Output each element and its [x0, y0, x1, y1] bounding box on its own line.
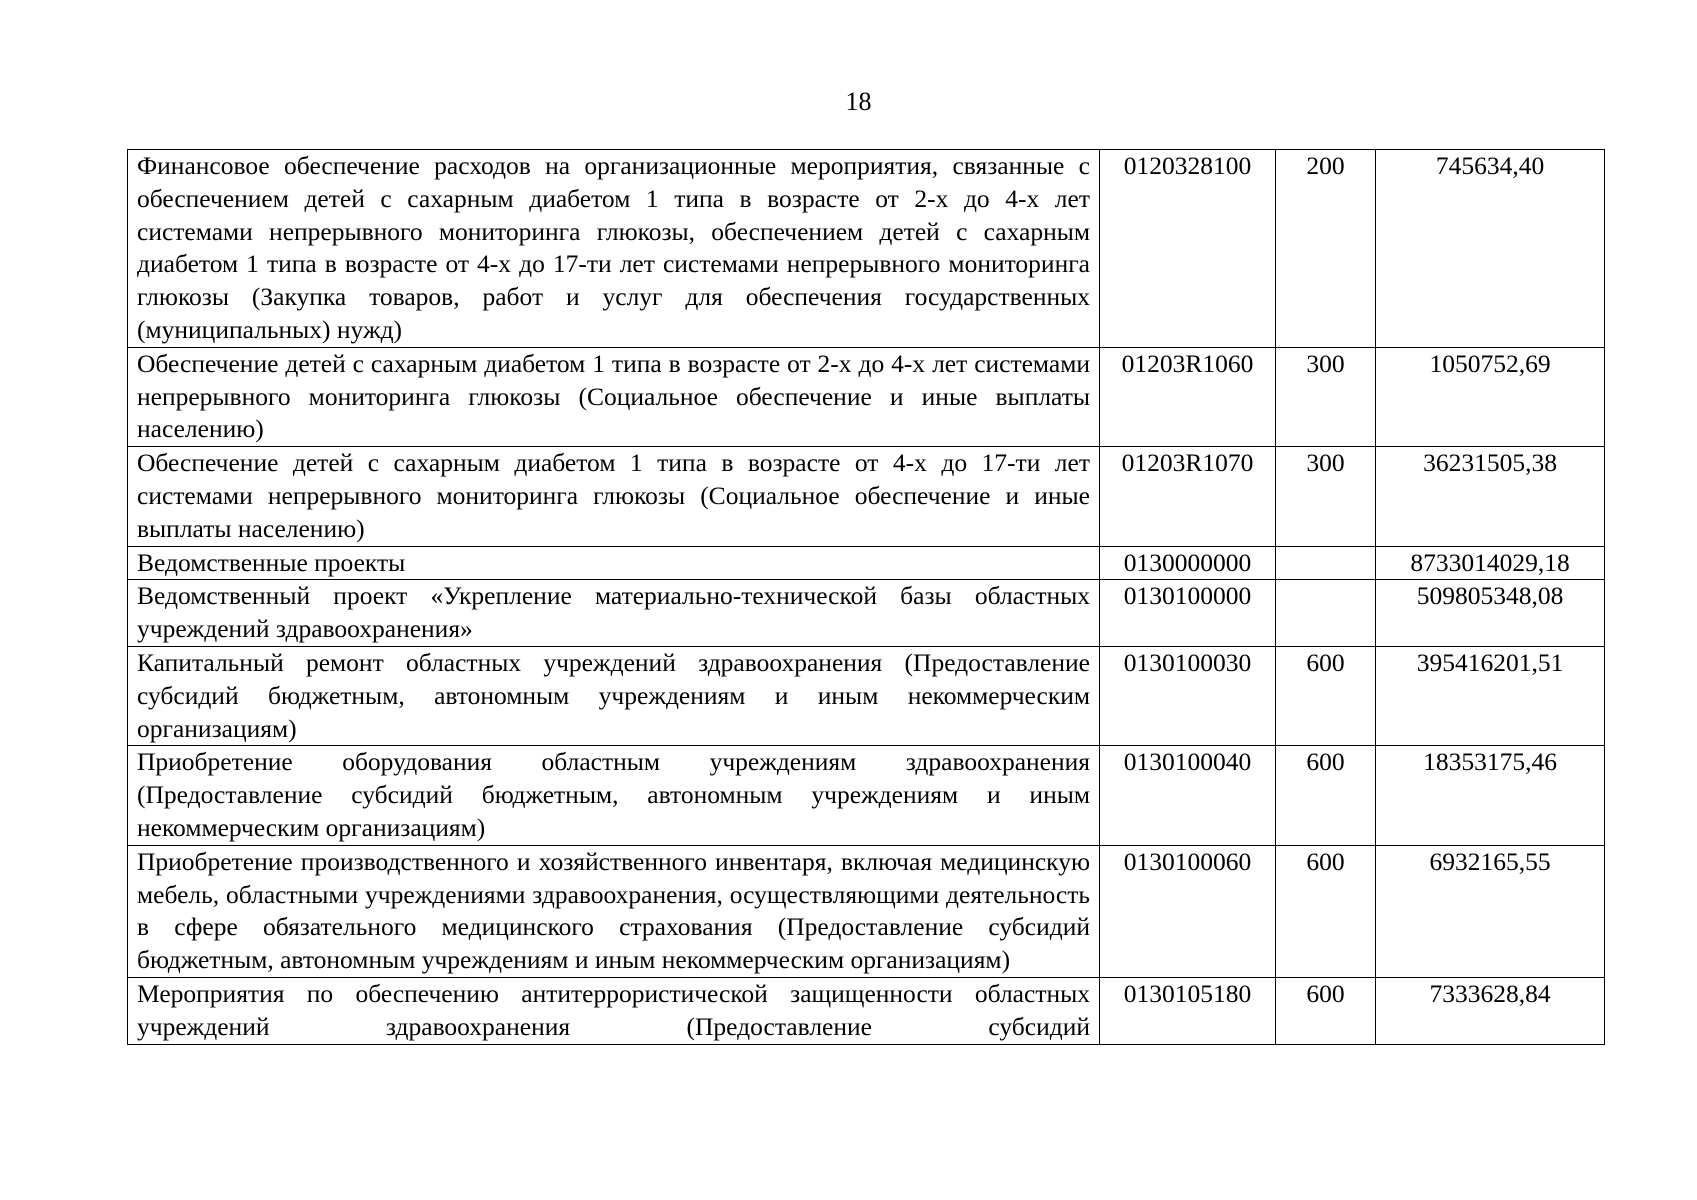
row-sum: 1050752,69 — [1376, 347, 1605, 446]
row-sum: 745634,40 — [1376, 150, 1605, 348]
row-name: Приобретение производственного и хозяйственного инвентаря, включая медицинскую мебель, областными учреждениями здравоохранения, осуществляющими деятельность в сфере обязательного медицинского страхования (Предоставление субсидий бюджетным, автономным учреждениям и иным некоммерческим организациям) — [128, 845, 1100, 977]
row-expense-type: 600 — [1276, 746, 1376, 845]
row-code: 0130105180 — [1100, 977, 1276, 1044]
row-expense-type: 600 — [1276, 977, 1376, 1044]
table-row — [128, 646, 1605, 745]
row-expense-type: 300 — [1276, 447, 1376, 546]
table-row — [128, 447, 1605, 546]
table-row — [128, 347, 1605, 446]
row-sum: 8733014029,18 — [1376, 546, 1605, 580]
row-expense-type: 200 — [1276, 150, 1376, 348]
row-code: 01203R1060 — [1100, 347, 1276, 446]
budget-table — [127, 149, 1605, 1045]
row-name: Ведомственные проекты — [128, 546, 1100, 580]
row-sum: 18353175,46 — [1376, 746, 1605, 845]
row-code: 0130100060 — [1100, 845, 1276, 977]
row-code: 0120328100 — [1100, 150, 1276, 348]
row-name: Капитальный ремонт областных учреждений здравоохранения (Предоставление субсидий бюджетным, автономным учреждениям и иным некоммерческим организациям) — [128, 646, 1100, 745]
row-sum: 6932165,55 — [1376, 845, 1605, 977]
row-code: 0130100030 — [1100, 646, 1276, 745]
row-code: 0130000000 — [1100, 546, 1276, 580]
row-expense-type: 300 — [1276, 347, 1376, 446]
row-name: Ведомственный проект «Укрепление материально-технической базы областных учреждений здравоохранения» — [128, 580, 1100, 647]
row-sum: 7333628,84 — [1376, 977, 1605, 1044]
row-name: Мероприятия по обеспечению антитеррористической защищенности областных учреждений здравоохранения (Предоставление субсидий — [128, 977, 1100, 1044]
row-name: Обеспечение детей с сахарным диабетом 1 типа в возрасте от 4-х до 17-ти лет системами непрерывного мониторинга глюкозы (Социальное обеспечение и иные выплаты населению) — [128, 447, 1100, 546]
table-row — [128, 977, 1605, 1044]
row-sum: 36231505,38 — [1376, 447, 1605, 546]
row-expense-type — [1276, 546, 1376, 580]
page-number: 18 — [845, 87, 872, 116]
row-sum: 509805348,08 — [1376, 580, 1605, 647]
table-row — [128, 580, 1605, 647]
row-code: 0130100000 — [1100, 580, 1276, 647]
table-row — [128, 746, 1605, 845]
table-row — [128, 150, 1605, 348]
table-row — [128, 845, 1605, 977]
row-name: Приобретение оборудования областным учреждениям здравоохранения (Предоставление субсидий бюджетным, автономным учреждениям и иным некоммерческим организациям) — [128, 746, 1100, 845]
row-name: Обеспечение детей с сахарным диабетом 1 типа в возрасте от 2-х до 4-х лет системами непрерывного мониторинга глюкозы (Социальное обеспечение и иные выплаты населению) — [128, 347, 1100, 446]
row-code: 01203R1070 — [1100, 447, 1276, 546]
row-expense-type: 600 — [1276, 646, 1376, 745]
row-expense-type — [1276, 580, 1376, 647]
row-sum: 395416201,51 — [1376, 646, 1605, 745]
row-code: 0130100040 — [1100, 746, 1276, 845]
table-row — [128, 546, 1605, 580]
row-name: Финансовое обеспечение расходов на организационные мероприятия, связанные с обеспечением детей с сахарным диабетом 1 типа в возрасте от 2-х до 4-х лет системами непрерывного мониторинга глюкозы, обеспечением детей с сахарным диабетом 1 типа в возрасте от 4-х до 17-ти лет системами непрерывного мониторинга глюкозы (Закупка товаров, работ и услуг для обеспечения государственных (муниципальных) нужд) — [128, 150, 1100, 348]
budget-table-body — [128, 150, 1605, 1045]
row-expense-type: 600 — [1276, 845, 1376, 977]
